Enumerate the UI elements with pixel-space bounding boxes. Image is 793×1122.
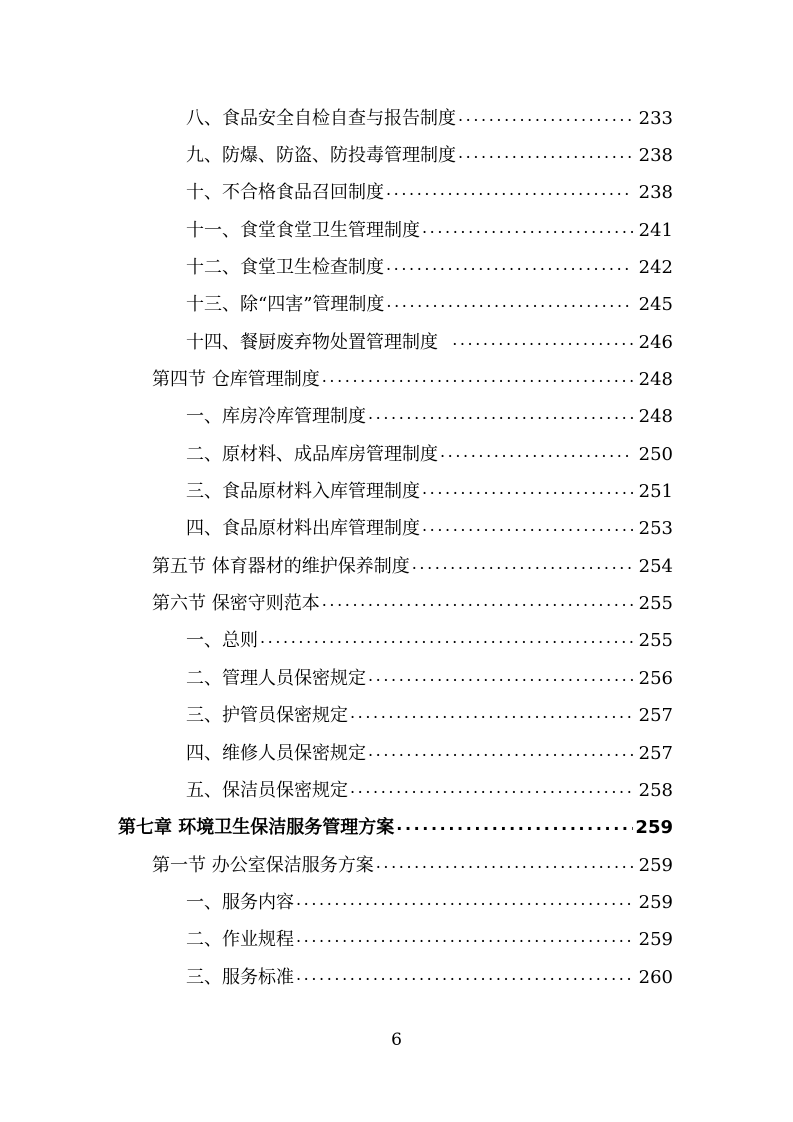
toc-page-number: 259 [638,854,673,876]
toc-subsection-entry[interactable] [0,772,793,809]
toc-entry-title: 三、服务标准 [186,966,294,988]
toc-page-number: 260 [638,966,673,988]
toc-entry-title: 十、不合格食品召回制度 [186,182,384,204]
toc-entry-title: 三、护管员保密规定 [186,705,348,727]
toc-leader-dots [440,441,633,469]
toc-entry-title: 第四节 仓库管理制度 [152,369,320,391]
toc-page-number: 246 [638,331,673,353]
toc-page-number: 238 [638,145,673,167]
toc-page-number: 250 [638,443,673,465]
toc-subsection-entry[interactable] [0,473,793,510]
toc-entry-title: 九、防爆、防盗、防投毒管理制度 [186,145,456,167]
toc-subsection-entry[interactable] [0,922,793,959]
toc-section-entry[interactable] [0,361,793,398]
toc-entry-title: 一、服务内容 [186,891,294,913]
toc-leader-dots [368,665,633,693]
toc-page-number: 245 [638,294,673,316]
toc-leader-dots [368,403,633,431]
toc-page-number: 259 [635,817,673,839]
toc-page-number: 259 [638,929,673,951]
toc-entry-title: 十四、餐厨废弃物处置管理制度 [186,331,438,353]
toc-entry-title: 二、管理人员保密规定 [186,667,366,689]
toc-subsection-entry[interactable] [0,287,793,324]
toc-entry-title: 第五节 体育器材的维护保养制度 [152,555,410,577]
toc-entry-title: 十一、食堂食堂卫生管理制度 [186,219,420,241]
table-of-contents [0,100,793,996]
toc-subsection-entry[interactable] [0,324,793,361]
toc-page-number: 248 [638,369,673,391]
toc-page-number: 242 [638,257,673,279]
toc-page-number: 257 [638,742,673,764]
toc-leader-dots [260,627,633,655]
toc-leader-dots [422,478,633,506]
toc-subsection-entry[interactable] [0,212,793,249]
toc-leader-dots [458,105,633,133]
toc-leader-dots [322,366,633,394]
toc-leader-dots [296,964,633,992]
toc-leader-dots [452,329,633,357]
toc-subsection-entry[interactable] [0,511,793,548]
toc-subsection-entry[interactable] [0,660,793,697]
toc-subsection-entry[interactable] [0,884,793,921]
toc-subsection-entry[interactable] [0,137,793,174]
toc-page-number: 241 [638,219,673,241]
toc-page-number: 233 [638,107,673,129]
toc-page-number: 251 [638,481,673,503]
toc-page-number: 248 [638,406,673,428]
toc-page-number: 255 [638,630,673,652]
toc-leader-dots [322,590,633,618]
toc-subsection-entry[interactable] [0,249,793,286]
toc-page-number: 258 [638,779,673,801]
toc-leader-dots [296,889,633,917]
toc-chapter-entry[interactable] [0,810,793,847]
toc-leader-dots [386,291,633,319]
toc-entry-title: 一、库房冷库管理制度 [186,406,366,428]
toc-leader-dots [296,926,633,954]
toc-subsection-entry[interactable] [0,959,793,996]
toc-page-number: 253 [638,518,673,540]
toc-leader-dots [458,142,633,170]
toc-entry-title: 四、食品原材料出库管理制度 [186,518,420,540]
toc-page-number: 257 [638,705,673,727]
toc-subsection-entry[interactable] [0,100,793,137]
toc-entry-title: 十三、除“四害”管理制度 [186,294,385,316]
toc-leader-dots [350,777,633,805]
toc-entry-title: 八、食品安全自检自查与报告制度 [186,107,456,129]
toc-leader-dots [386,254,633,282]
toc-entry-title: 第一节 办公室保洁服务方案 [152,854,374,876]
toc-leader-dots [350,702,633,730]
toc-leader-dots [368,740,633,768]
toc-leader-dots [412,553,633,581]
page-number: 6 [391,1030,402,1050]
toc-entry-title: 二、原材料、成品库房管理制度 [186,443,438,465]
toc-entry-title: 一、总则 [186,630,258,652]
toc-subsection-entry[interactable] [0,698,793,735]
toc-leader-dots [376,852,633,880]
toc-subsection-entry[interactable] [0,623,793,660]
toc-leader-dots [396,814,633,842]
toc-page-number: 254 [638,555,673,577]
toc-subsection-entry[interactable] [0,399,793,436]
toc-entry-title: 四、维修人员保密规定 [186,742,366,764]
toc-entry-title: 三、食品原材料入库管理制度 [186,481,420,503]
toc-page-number: 256 [638,667,673,689]
toc-section-entry[interactable] [0,548,793,585]
toc-page-number: 238 [638,182,673,204]
toc-leader-dots [386,179,633,207]
toc-page-number: 259 [638,891,673,913]
toc-leader-dots [422,217,633,245]
toc-entry-title: 二、作业规程 [186,929,294,951]
toc-subsection-entry[interactable] [0,735,793,772]
toc-section-entry[interactable] [0,585,793,622]
toc-subsection-entry[interactable] [0,175,793,212]
toc-entry-title: 第六节 保密守则范本 [152,593,320,615]
toc-section-entry[interactable] [0,847,793,884]
toc-subsection-entry[interactable] [0,436,793,473]
toc-entry-title: 五、保洁员保密规定 [186,779,348,801]
toc-page-number: 255 [638,593,673,615]
toc-entry-title: 第七章 环境卫生保洁服务管理方案 [118,817,395,839]
toc-entry-title: 十二、食堂卫生检查制度 [186,257,384,279]
toc-leader-dots [422,515,633,543]
